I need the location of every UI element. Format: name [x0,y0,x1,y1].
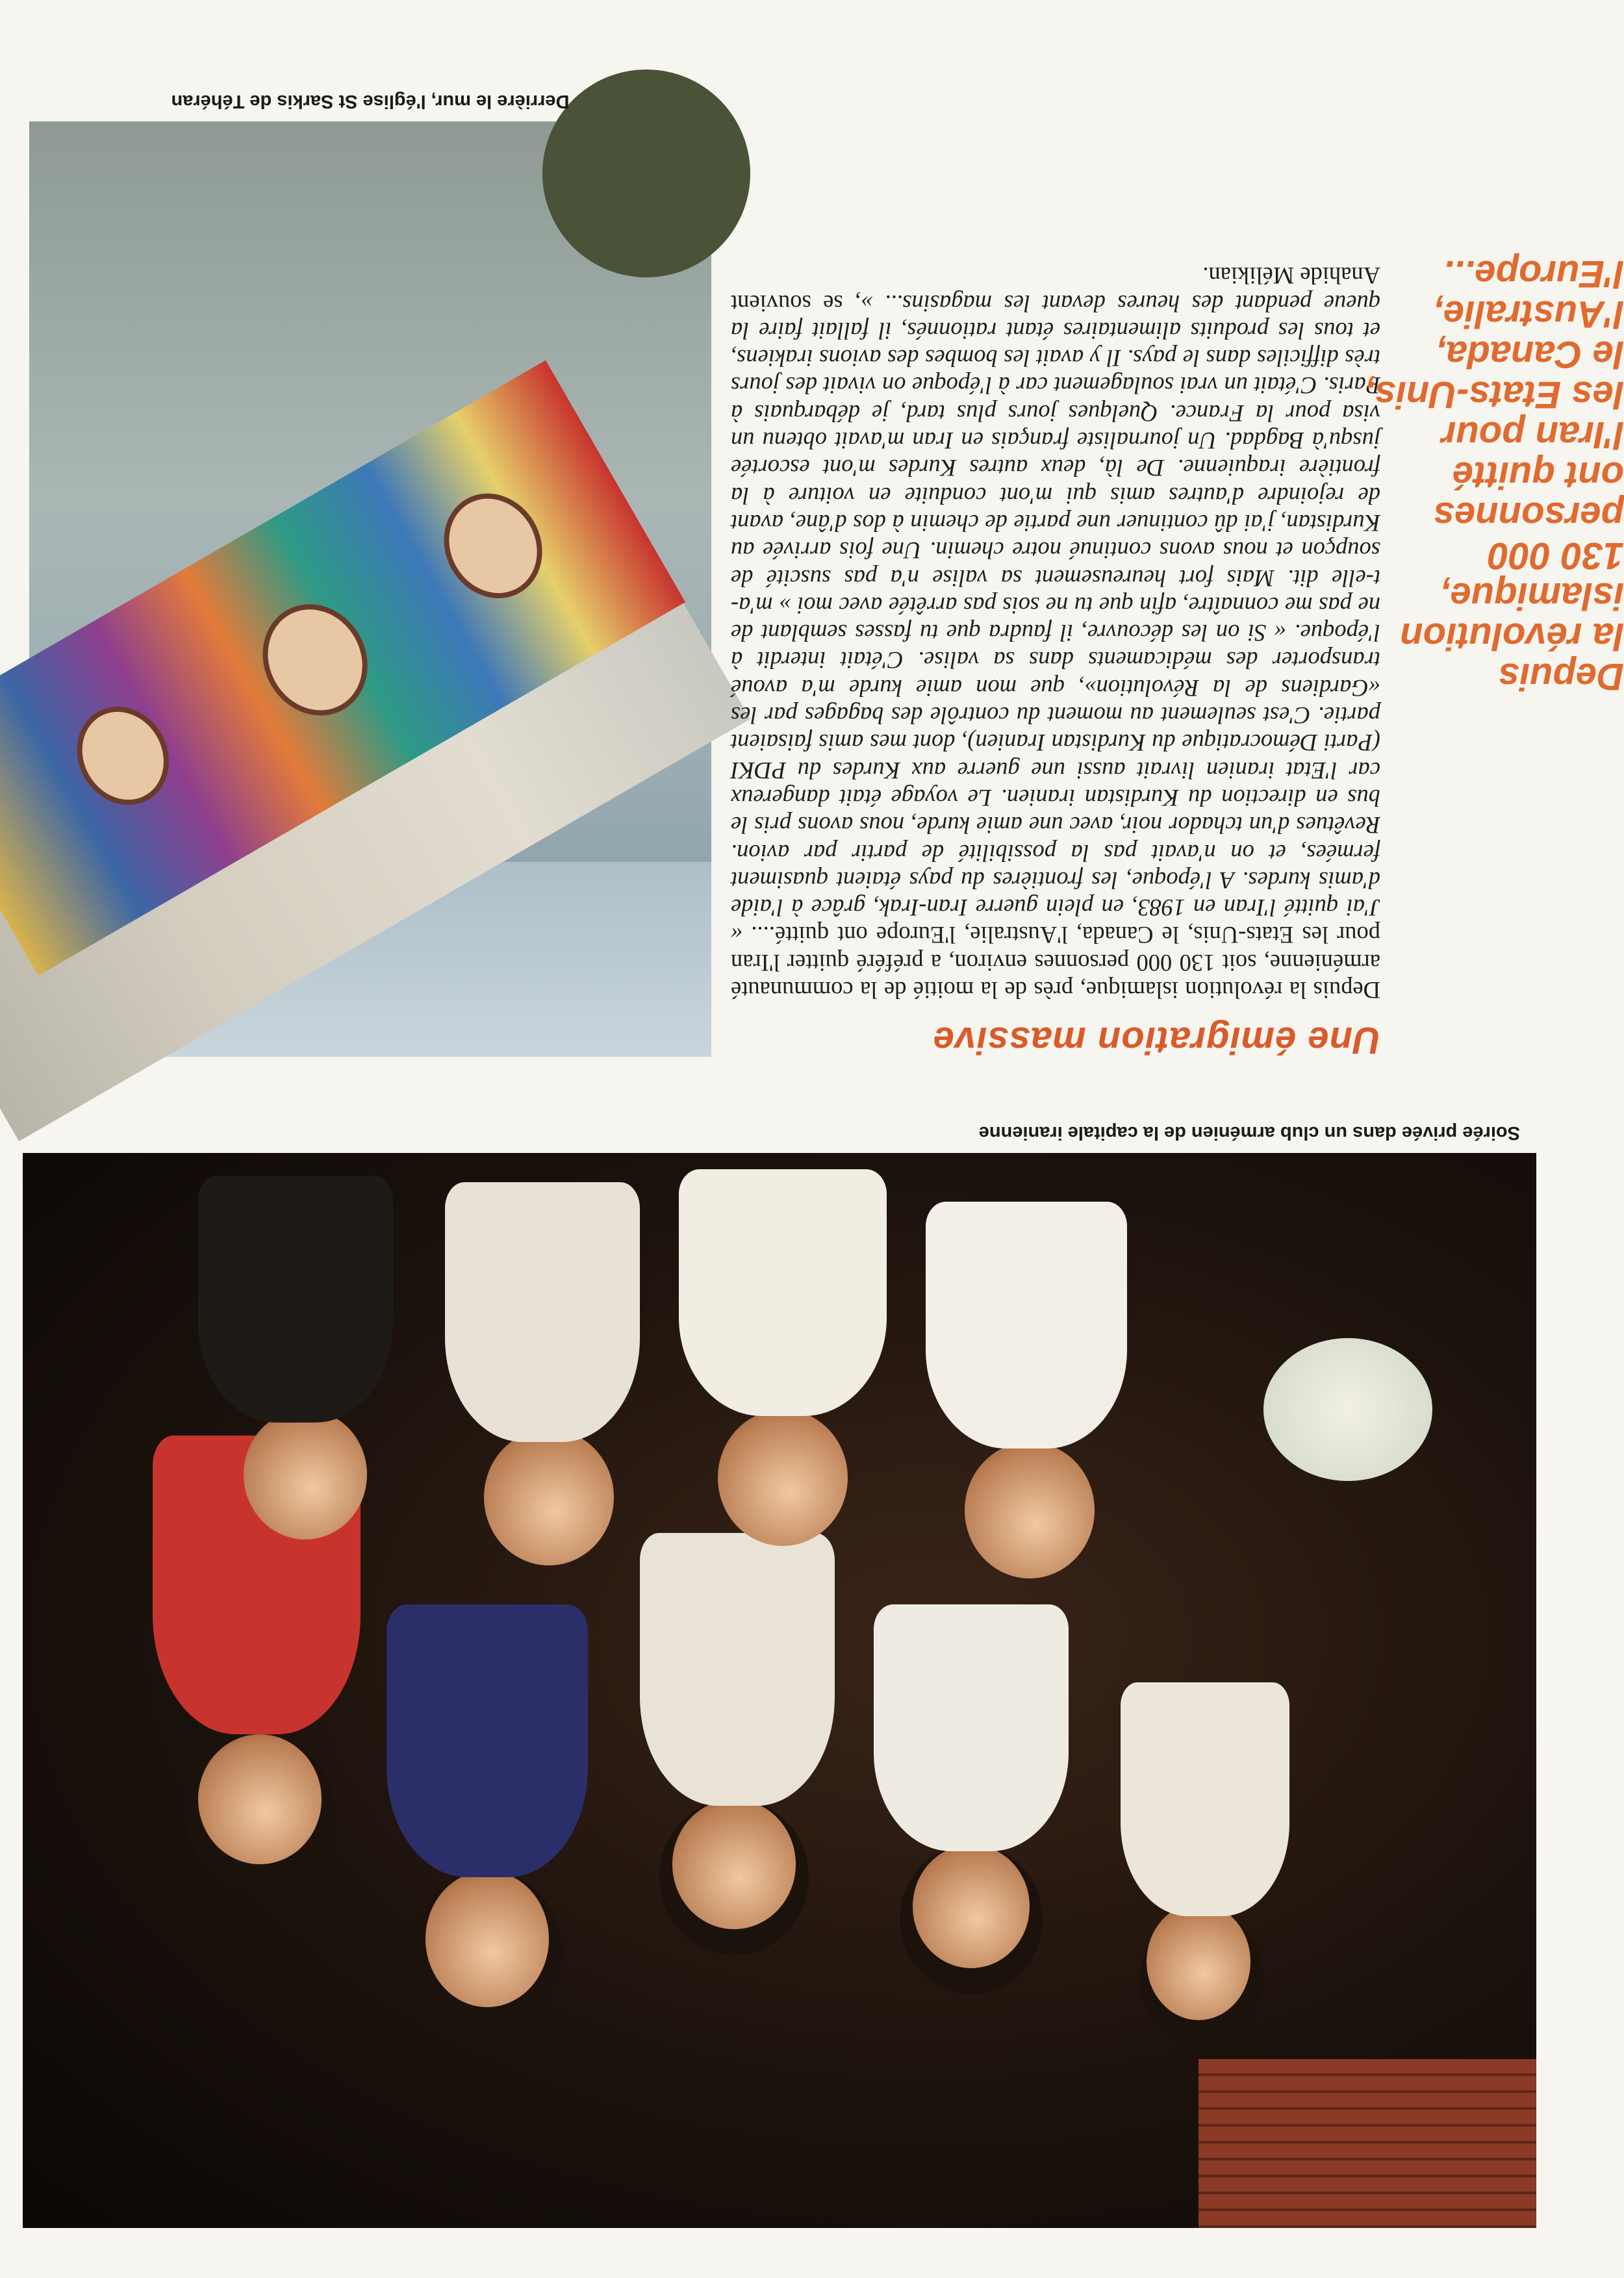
pull-quote-line: personnes [1433,494,1624,537]
pull-quote-line: les Etats-Unis, [1364,373,1624,416]
guest-face [718,1410,848,1546]
article-body [731,262,1380,1004]
pull-quote-line: 130 000 [1488,535,1624,577]
guest-shirt [926,1202,1127,1449]
guest-face [913,1845,1030,1968]
guest-shirt [640,1533,835,1806]
party-photo [23,1153,1536,2228]
pull-quote [1364,253,1624,698]
guest-face [965,1442,1095,1578]
article-quote: « J'ai quitté l'Iran en 1983, en plein guerre Iran-Irak, grâce à l'aide d'amis kurdes. A l'époque, les frontières du pays étaient quasiment fermées, et on n'avait pas la possibilité de partir par avion. Revêtues d'un tchador noir, avec une amie kurde, nous avons pris le bus en direction du Kurdistan iranien. Le voyage était dangereux car l'Etat iranien livrait aussi une guerre aux Kurdes du PDKI (Parti Démocratique du Kurdistan Iranien), dont mes amis faisaient partie. C'est seulement au moment du contrôle des bagages par les «Gardiens de la Révolution», que mon amie kurde m'a avoué transporter des médicaments dans sa valise. C'était interdit à l'époque. « Si on les découvre, il faudra que tu fasses semblant de ne pas me connaître, afin que tu ne sois pas arrêtée avec moi » m'a-t-elle dit. Mais fort heureusement sa valise n'a pas suscité de soupçon et nous avons continué notre chemin. Une fois arrivée au Kurdistan, j'ai dû continuer une partie de chemin à dos d'âne, avant de rejoindre d'autres amis qui m'ont conduite en voiture à la frontière iraquienne. De là, deux autres Kurdes m'ont escortée jusqu'à Bagdad. Un journaliste français en Iran m'avait obtenu un visa pour la France. Quelques jours plus tard, je débarquais à Paris. C'était un vrai soulagement car à l'époque on vivait des jours très difficiles dans le pays. Il y avait les bombes des avions irakiens, et tous les produits alimentaires étant rationnés, il fallait faire la queue pendant des heures devant les magasins... », [730,290,1380,949]
pull-quote-line: l'Iran pour [1441,414,1624,456]
pull-quote-line: ont quitté [1452,454,1624,496]
guest-face [484,1429,614,1565]
flower-bouquet [1263,1338,1432,1481]
pull-quote-line: Depuis [1498,655,1624,698]
guest-face [1147,1903,1250,2020]
pull-quote-line: l'Europe... [1443,253,1624,295]
brick-wall [1199,2059,1536,2228]
guest-shirt [198,1176,393,1423]
guest-shirt [445,1182,640,1442]
pull-quote-line: islamique, [1440,575,1624,617]
guest-face [198,1734,322,1864]
pull-quote-line: le Canada, [1435,333,1624,375]
guest-shirt [387,1604,588,1877]
mural-portrait [425,475,561,616]
party-photo-caption: Soirée privée dans un club arménien de la capitale iranienne [978,1122,1520,1143]
pull-quote-line: la révolution [1400,615,1624,657]
church-photo-caption: Derrière le mur, l'église St Sarkis de Téhéran [171,91,570,112]
mural-portrait [59,690,186,822]
pull-quote-line: l'Australie, [1432,293,1624,335]
article-closing: se souvient Anahide Mélikian. [731,262,1380,317]
guest-face [244,1410,367,1539]
church-photo [29,121,711,1057]
guest-face [425,1871,549,2007]
guest-shirt [1121,1682,1289,1916]
guest-shirt [874,1604,1069,1851]
guest-shirt [679,1169,887,1416]
guest-face [672,1799,796,1929]
mural-portrait [243,585,388,735]
article-intro: Depuis la révolution islamique, près de la moitié de la communauté arménienne, soit 130 000 personnes environ, a préféré quitter l'Iran pour les Etats-Unis, le Canada, l'Australie, l'Europe ont quitté.... [731,922,1380,1004]
article-heading: Une émigration massive [932,1019,1380,1061]
